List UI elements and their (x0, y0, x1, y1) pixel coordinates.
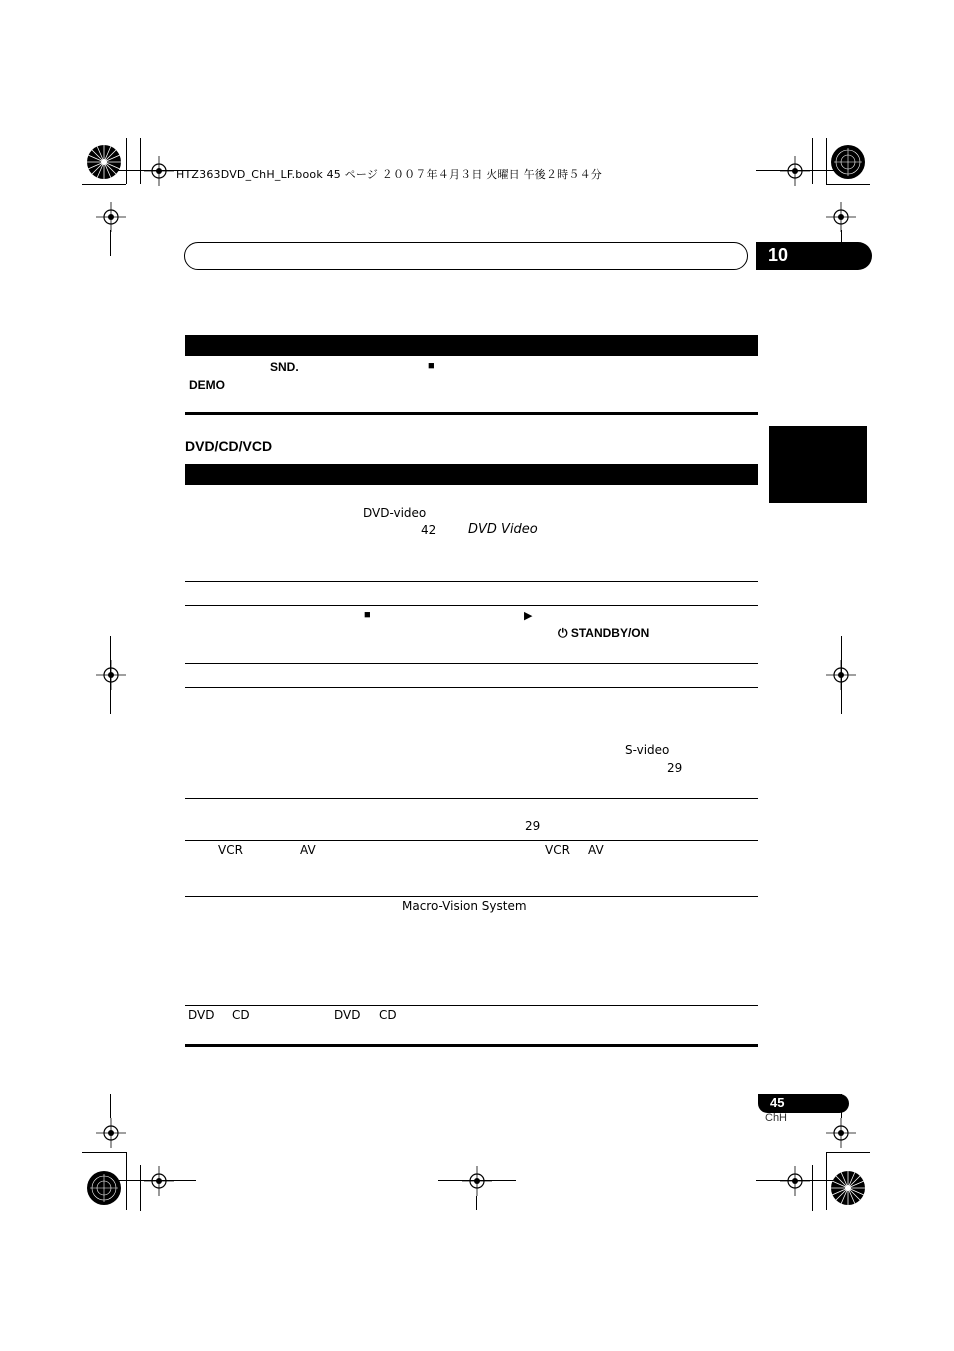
crosshair-registration-icon (826, 1118, 856, 1148)
dvd-label: DVD (334, 1008, 361, 1022)
row-rule (185, 1005, 758, 1006)
page-reference: 29 (667, 761, 683, 775)
dvd-video-italic-ref: DVD Video (468, 522, 538, 537)
demo-label: DEMO (189, 378, 225, 392)
section-title: DVD/CD/VCD (185, 438, 273, 454)
row-rule (185, 798, 758, 799)
s-video-label: S-video (625, 743, 670, 757)
chapter-number: 10 (768, 245, 789, 265)
standby-on-text: STANDBY/ON (570, 626, 650, 640)
crosshair-registration-icon (144, 1166, 174, 1196)
macro-vision-label: Macro-Vision System (402, 899, 527, 913)
page-reference: 42 (421, 523, 437, 537)
row-rule (185, 581, 758, 582)
row-rule (185, 605, 758, 606)
table-header (185, 464, 758, 485)
side-language-tab (769, 426, 867, 503)
dvd-label: DVD (188, 1008, 215, 1022)
chapter-title-bar (184, 242, 748, 270)
file-header: HTZ363DVD_ChH_LF.book 45 ページ ２００７年４月３日 火曜日 午後２時５４分 (176, 168, 602, 181)
standby-on-label (558, 626, 649, 641)
row-rule (185, 687, 758, 688)
crosshair-registration-icon (462, 1166, 492, 1196)
crosshair-registration-icon (780, 156, 810, 186)
crosshair-registration-icon (826, 202, 856, 232)
row-rule (185, 896, 758, 897)
table-bottom-rule (185, 412, 758, 415)
crosshair-registration-icon (780, 1166, 810, 1196)
crosshair-registration-icon (96, 1118, 126, 1148)
av-label: AV (300, 843, 316, 857)
table-bottom-rule (185, 1044, 758, 1047)
row-rule (185, 663, 758, 664)
table-header (185, 335, 758, 356)
crosshair-registration-icon (96, 202, 126, 232)
dvd-video-label: DVD-video (363, 506, 427, 520)
snd-label: SND. (270, 360, 299, 374)
cd-label: CD (379, 1008, 397, 1022)
cd-label: CD (232, 1008, 250, 1022)
stop-icon: ■ (428, 360, 435, 372)
vcr-label: VCR (218, 843, 243, 857)
crosshair-registration-icon (96, 660, 126, 690)
sunburst-target-icon (86, 144, 122, 180)
vcr-label: VCR (545, 843, 570, 857)
page-number-tab (758, 1094, 849, 1113)
crosshair-registration-icon (144, 156, 174, 186)
sunburst-target-icon (86, 1170, 122, 1206)
row-rule (185, 840, 758, 841)
page-reference: 29 (525, 819, 541, 833)
av-label: AV (588, 843, 604, 857)
play-icon: ▶ (524, 610, 533, 622)
page-language-code: ChH (765, 1112, 788, 1124)
sunburst-target-icon (830, 1170, 866, 1206)
sunburst-target-icon (830, 144, 866, 180)
page-number: 45 (770, 1095, 785, 1110)
chapter-number-tab (756, 242, 872, 270)
power-icon: ⏻ (558, 626, 568, 640)
stop-icon: ■ (364, 609, 371, 621)
